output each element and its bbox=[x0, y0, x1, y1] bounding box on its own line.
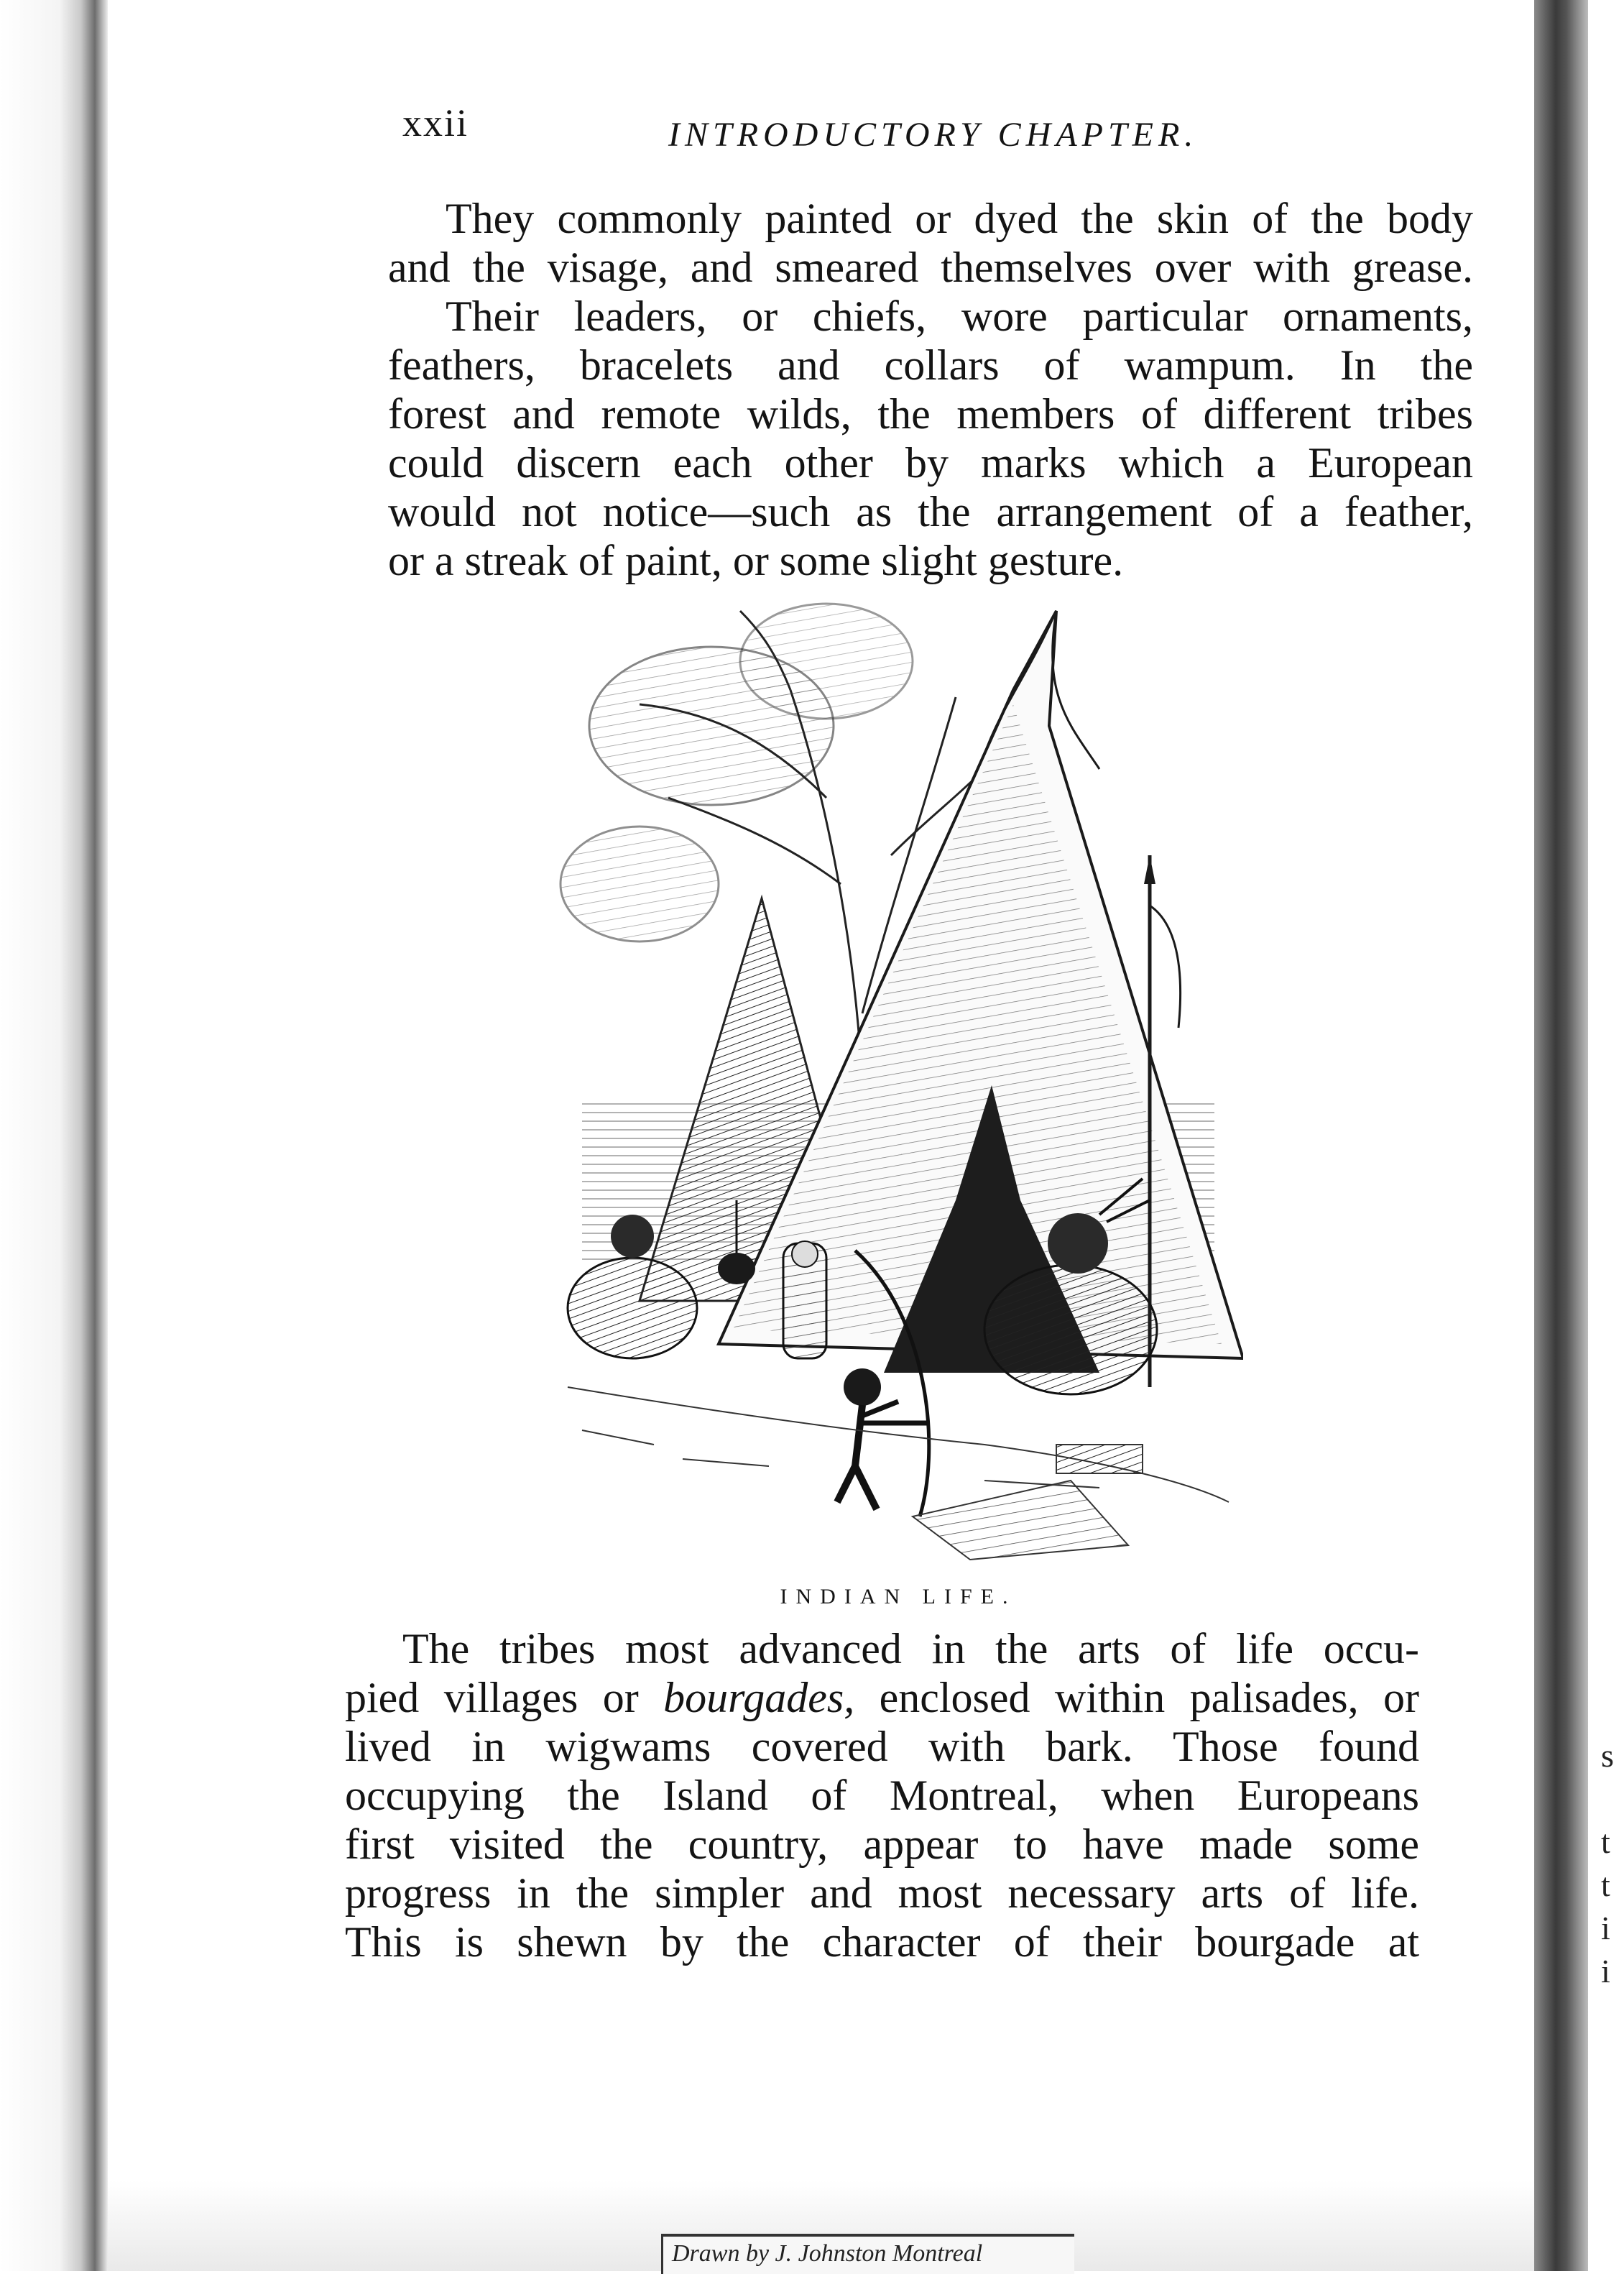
text-line: and the visage, and smeared themselves over with grease. bbox=[388, 244, 1473, 291]
text-line: lived in wigwams covered with bark. Those found bbox=[345, 1723, 1419, 1770]
text-line: This is shewn by the character of their bourgade at bbox=[345, 1918, 1419, 1966]
ground bbox=[568, 1387, 1229, 1560]
next-page-fragment: s bbox=[1601, 1737, 1614, 1774]
text-line: The tribes most advanced in the arts of life occu- bbox=[402, 1625, 1419, 1672]
paragraph-top bbox=[388, 194, 1473, 585]
text-line: could discern each other by marks which a European bbox=[388, 439, 1473, 487]
text-line: first visited the country, appear to have made some bbox=[345, 1820, 1419, 1868]
figure-caption: INDIAN LIFE. bbox=[780, 1585, 1017, 1608]
next-page-fragment: t bbox=[1601, 1866, 1610, 1903]
scan-left-page-edge bbox=[0, 0, 108, 2271]
text-line: or a streak of paint, or some slight gesture. bbox=[388, 537, 1124, 584]
engraving-image bbox=[553, 582, 1243, 1567]
text-line: feathers, bracelets and collars of wampum. In the bbox=[388, 341, 1473, 389]
engraving-credit-strip: Drawn by J. Johnston Montreal bbox=[661, 2234, 1074, 2274]
text-line: would not notice—such as the arrangement of a feather, bbox=[388, 488, 1473, 535]
page-number: xxii bbox=[402, 101, 469, 144]
text-line: They commonly painted or dyed the skin of the body bbox=[446, 195, 1473, 242]
text-line: occupying the Island of Montreal, when Europeans bbox=[345, 1772, 1419, 1819]
text-line: forest and remote wilds, the members of different tribes bbox=[388, 390, 1473, 438]
next-page-edge bbox=[1588, 0, 1624, 2271]
next-page-fragment: t bbox=[1601, 1823, 1610, 1860]
chapter-title: INTRODUCTORY CHAPTER. bbox=[668, 116, 1199, 154]
text-segment: pied villages or bbox=[345, 1674, 664, 1721]
running-header bbox=[108, 101, 1229, 165]
text-line: Their leaders, or chiefs, wore particular ornaments, bbox=[446, 293, 1473, 340]
paragraph-bottom bbox=[345, 1624, 1419, 1966]
text-line: progress in the simpler and most necessary arts of life. bbox=[345, 1869, 1419, 1917]
illustration-indian-life bbox=[553, 582, 1243, 1608]
text-line-with-italic bbox=[345, 1673, 1419, 1722]
cradleboard bbox=[783, 1241, 826, 1358]
book-gutter bbox=[1534, 0, 1588, 2271]
italic-word: bourgades, bbox=[663, 1674, 855, 1721]
text-segment: enclosed within palisades, or bbox=[854, 1674, 1419, 1721]
next-page-fragment: i bbox=[1601, 1953, 1610, 1989]
next-page-fragment: i bbox=[1601, 1910, 1610, 1946]
